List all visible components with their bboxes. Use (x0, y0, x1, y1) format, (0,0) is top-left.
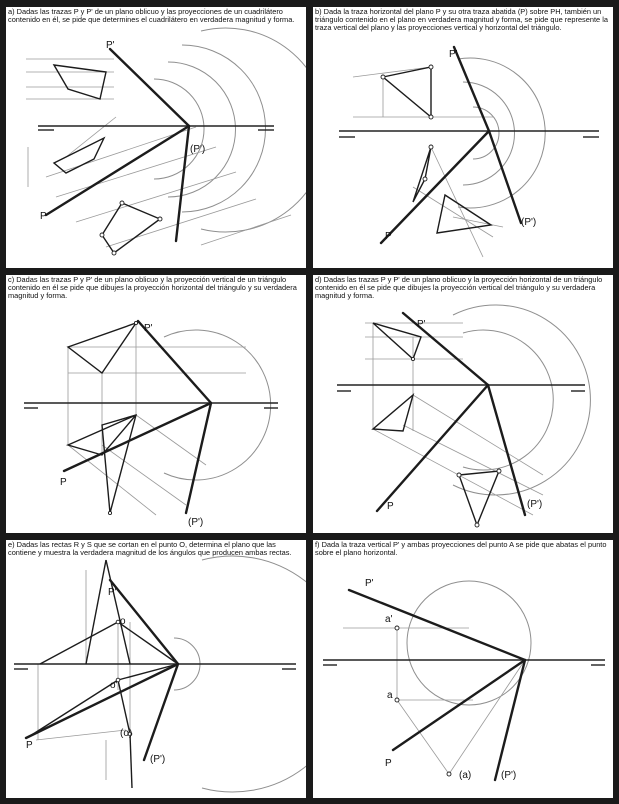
panel-c (6, 275, 306, 533)
panel-c-triangle-true (102, 415, 136, 513)
panel-c-statement: c) Dadas las trazas P y P' de un plano oblicuo y la proyección vertical de un triángulo contenido en él se pide que dibujes la proyección horizontal del triángulo y su verdadera magnitud y forma. (8, 275, 297, 301)
panel-a-quad-horizontal (54, 138, 104, 173)
panel-d-triangle-horizontal (373, 395, 413, 431)
panel-a-arcs (154, 28, 306, 232)
panel-d-drawing (313, 275, 613, 533)
panel-f-statement: f) Dada la traza vertical P' y ambas proyecciones del punto A se pide que abatas el punto sobre el plano horizontal. (315, 540, 607, 558)
panel-d-label-p-abatida: (P') (527, 499, 543, 510)
panel-f-label-p-abatida: (P') (501, 770, 517, 781)
panel-c-arc (164, 330, 271, 480)
panel-a-label-p-prime: P' (106, 40, 115, 51)
panel-e-label-o: o (120, 616, 126, 627)
panel-c-drawing (6, 275, 306, 533)
panel-d-trace-p-abatida (488, 385, 525, 515)
panel-f (313, 540, 613, 798)
panel-e-arcs (174, 556, 306, 792)
panel-d-label-p: P (387, 501, 394, 512)
panel-a-quad-vertical (54, 65, 106, 99)
panel-a-trace-p (46, 126, 189, 215)
panel-e-label-p: P (26, 740, 33, 751)
panel-b-label-p-abatida: (P') (521, 217, 537, 228)
panel-c-label-p: P (60, 477, 67, 488)
panel-f-point-a (395, 698, 399, 702)
panel-d-label-p-prime: P' (417, 319, 426, 330)
panel-d-statement: d) Dadas las trazas P y P' de un plano oblicuo y la proyección horizontal de un triángulo contenido en él se pide que dibujes la proyección vertical del triángulo y su verdadera magnitud y forma. (315, 275, 603, 301)
panel-d-trace-p-prime (403, 313, 488, 385)
panel-b-trace-p (381, 131, 489, 243)
panel-d (313, 275, 613, 533)
panel-f-label-a: a (387, 690, 393, 701)
panel-a-label-p: P (40, 211, 47, 222)
panel-b-drawing (313, 7, 613, 268)
panel-f-drawing (313, 540, 613, 798)
panel-f-label-a-prime: a' (385, 614, 393, 625)
panel-f-label-a-abatido: (a) (459, 770, 472, 781)
panel-e-label-p-prime: P' (108, 587, 117, 598)
panel-d-triangle-true (459, 471, 499, 525)
panel-a-statement: a) Dadas las trazas P y P' de un plano oblicuo y las proyecciones de un cuadrilátero contenido en él, se pide que determines el cuadrilátero en verdadera magnitud y forma. (8, 7, 295, 25)
panel-b-arcs (458, 58, 545, 208)
panel-e-label-o-prime: o' (110, 680, 118, 691)
panel-a-trace-p-prime (110, 49, 189, 126)
panel-d-triangle-vertical (373, 323, 421, 359)
panel-b-label-p-prime: P' (449, 49, 458, 60)
panel-e-drawing (6, 540, 306, 798)
panel-e (6, 540, 306, 798)
panel-a-label-p-abatida: (P') (190, 144, 206, 155)
panel-b (313, 7, 613, 268)
panel-f-arc (407, 581, 531, 705)
panel-f-label-p-prime: P' (365, 578, 374, 589)
panel-b-trace-p-abatida (489, 131, 521, 223)
panel-b-statement: b) Dada la traza horizontal del plano P y su otra traza abatida (P) sobre PH, también un triángulo contenido en el plano en verdadera magnitud y forma, se pide que represente la traza vertical del plano y las proyecciones vertical y horizontal del triángulo. (315, 7, 608, 33)
panel-b-triangle-vertical (383, 67, 431, 117)
panel-e-statement: e) Dadas las rectas R y S que se cortan en el punto O, determina el plano que las contiene y muestra la verdadera magnitud de los ángulos que producen ambas rectas. (8, 540, 292, 558)
panel-b-triangle-true (437, 195, 491, 233)
panel-e-label-o-abatido: (o) (120, 728, 133, 739)
panel-f-point-a-abatido (447, 772, 451, 776)
panel-f-trace-p-prime (349, 590, 525, 660)
panel-c-label-p-prime: P' (144, 323, 153, 334)
panel-a-drawing (6, 7, 306, 268)
panel-b-label-p: P (385, 231, 392, 242)
panel-f-label-p: P (385, 758, 392, 769)
panel-c-trace-p-abatida (186, 403, 211, 513)
panel-a-trace-p-abatida (176, 126, 189, 241)
panel-f-point-a-prime (395, 626, 399, 630)
panel-a (6, 7, 306, 268)
panel-c-triangle-vertical (68, 323, 136, 373)
panel-c-construction (68, 323, 246, 515)
panel-c-label-p-abatida: (P') (188, 517, 204, 528)
panel-e-label-p-abatida: (P') (150, 754, 166, 765)
